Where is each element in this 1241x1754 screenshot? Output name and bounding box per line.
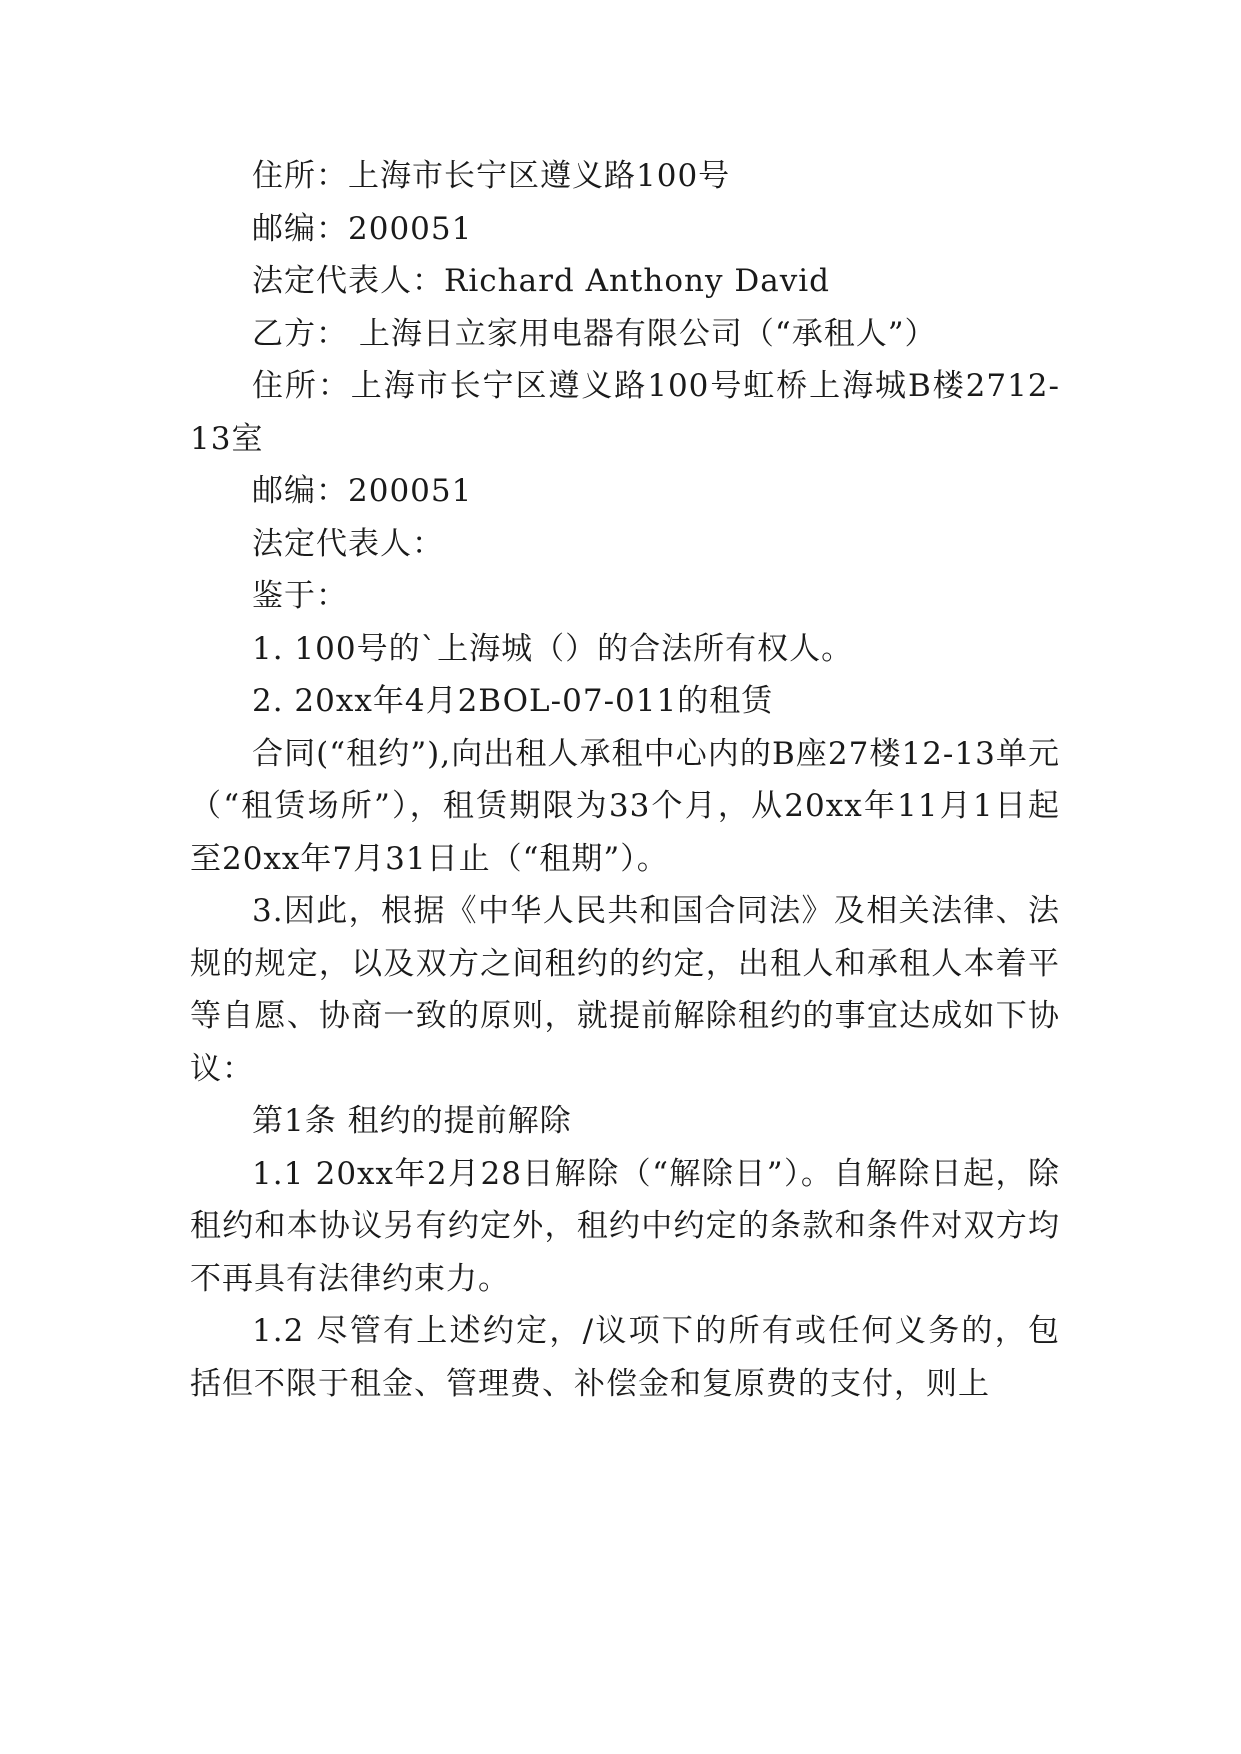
document-body [190, 150, 1060, 1410]
party-a-legal-representative: 法定代表人：Richard Anthony David [252, 263, 830, 299]
party-b-postcode: 邮编：200051 [252, 473, 473, 509]
recital-2-continued: 合同(“租约”),向出租人承租中心内的B座27楼12-13单元（“租赁场所”），租赁期限为33个月，从20xx年11月1日起至20xx年7月31日止（“租期”）。 [190, 735, 1060, 877]
party-a-postcode: 邮编：200051 [252, 210, 473, 247]
article-1-heading: 第1条 租约的提前解除 [252, 1103, 572, 1139]
party-b-address: 住所：上海市长宁区遵义路100号虹桥上海城B楼2712-13室 [190, 368, 1060, 457]
clause-1-1: 1.1 20xx年2月28日解除（“解除日”）。自解除日起，除租约和本协议另有约定外，租约中约定的条款和条件对双方均不再具有法律约束力。 [190, 1155, 1060, 1297]
recital-1: 1. 100号的`上海城（）的合法所有权人。 [252, 630, 854, 667]
whereas-heading: 鉴于： [252, 578, 348, 614]
recital-2: 2. 20xx年4月2BOL-07-011的租赁 [252, 683, 774, 719]
party-b-legal-representative: 法定代表人： [252, 525, 444, 562]
party-a-address: 住所：上海市长宁区遵义路100号 [252, 158, 731, 194]
party-b-name: 乙方： 上海日立家用电器有限公司（“承租人”） [252, 315, 937, 352]
recital-3: 3.因此，根据《中华人民共和国合同法》及相关法律、法规的规定，以及双方之间租约的约定，出租人和承租人本着平等自愿、协商一致的原则，就提前解除租约的事宜达成如下协议： [190, 893, 1060, 1087]
clause-1-2: 1.2 尽管有上述约定，/议项下的所有或任何义务的，包括但不限于租金、管理费、补偿金和复原费的支付，则上 [190, 1313, 1060, 1402]
